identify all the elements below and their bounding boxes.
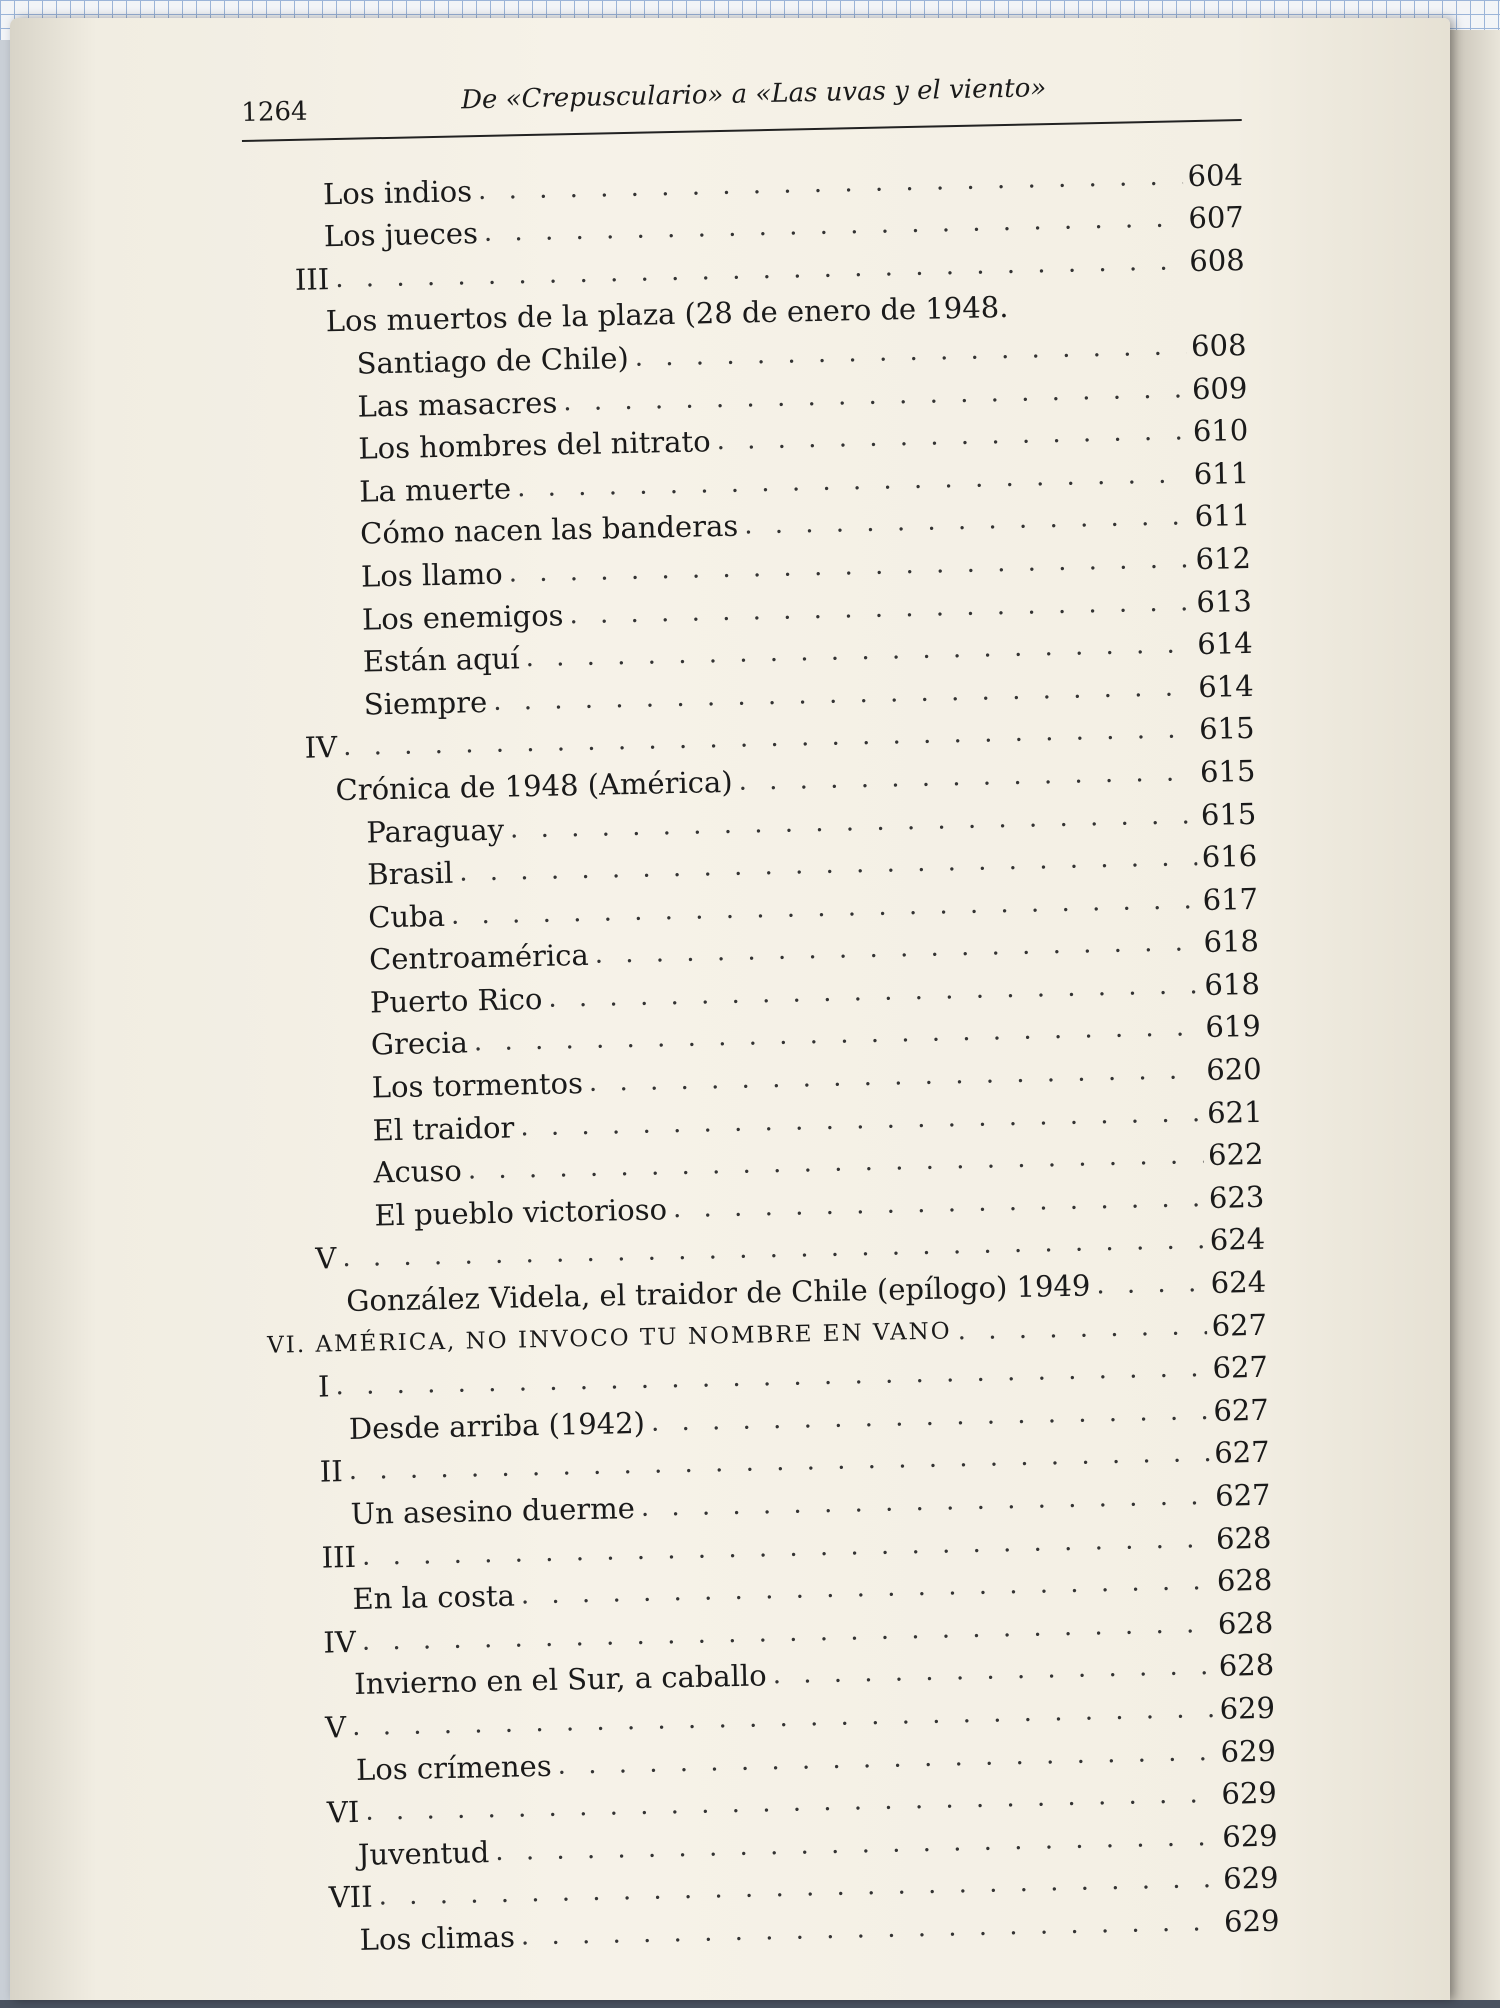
- toc-entry-page: 615: [1200, 796, 1257, 832]
- page-number: 1264: [241, 96, 308, 128]
- toc-entry-title: Cómo nacen las banderas: [359, 509, 739, 551]
- toc-entry-page: 615: [1199, 753, 1256, 789]
- toc-entry-title: Puerto Rico: [369, 981, 543, 1020]
- toc-entry-title: Siempre: [363, 684, 488, 722]
- toc-entry-page: 621: [1206, 1094, 1263, 1130]
- toc-entry-title: Cuba: [367, 898, 446, 935]
- toc-entry-title: VI. AMÉRICA, NO INVOCO TU NOMBRE EN VANO: [266, 1318, 952, 1359]
- toc-entry-page: 627: [1213, 1435, 1270, 1471]
- toc-entry-page: 629: [1219, 1690, 1276, 1726]
- toc-entry-page: 619: [1205, 1009, 1262, 1045]
- toc-entry-page: 628: [1216, 1562, 1273, 1599]
- toc-entry-page: 629: [1221, 1818, 1279, 1854]
- toc-entry-title: Crónica de 1948 (América): [335, 764, 733, 808]
- toc-entry-title: VII: [328, 1879, 373, 1915]
- toc-entry-page: 604: [1187, 157, 1244, 193]
- toc-entry-page: 608: [1188, 242, 1246, 278]
- toc-entry-title: Los jueces: [323, 216, 479, 254]
- toc-entry-title: IV: [323, 1624, 357, 1660]
- toc-entry-page: 628: [1217, 1605, 1274, 1641]
- toc-entry-title: Juventud: [357, 1834, 490, 1872]
- toc-entry-title: II: [319, 1454, 344, 1490]
- toc-entry-page: 620: [1205, 1051, 1262, 1088]
- toc-entry-title: Grecia: [370, 1025, 469, 1062]
- toc-entry-page: 611: [1194, 498, 1251, 534]
- toc-entry-title: Desde arriba (1942): [348, 1405, 646, 1446]
- toc-entry-page: 628: [1218, 1648, 1275, 1684]
- toc-entry-title: Las masacres: [357, 384, 558, 424]
- toc-entry-page: 627: [1212, 1349, 1269, 1386]
- toc-entry-page: 618: [1204, 966, 1261, 1002]
- toc-entry-title: El traidor: [372, 1110, 515, 1148]
- toc-entry-title: V: [324, 1710, 347, 1745]
- toc-entry-title: Los llamo: [360, 556, 504, 594]
- toc-entry-page: 615: [1198, 711, 1255, 747]
- toc-entry-page: 629: [1223, 1903, 1280, 1939]
- toc-entry-title: Los enemigos: [361, 597, 564, 637]
- toc-entry-title: Acuso: [373, 1153, 463, 1190]
- toc-entry-page: 627: [1214, 1477, 1271, 1513]
- toc-entry-page: 618: [1203, 924, 1260, 960]
- toc-entry-page: 610: [1192, 413, 1249, 449]
- toc-entry-page: 611: [1193, 455, 1250, 491]
- toc-entry-title: El pueblo victorioso: [374, 1192, 668, 1233]
- toc-entry-title: I: [317, 1369, 330, 1404]
- toc-entry-title: Los hombres del nitrato: [358, 424, 711, 466]
- toc-entry-page: 614: [1197, 668, 1254, 704]
- page-header: [241, 69, 1242, 142]
- page-content: [240, 27, 1301, 2008]
- toc-entry-page: 622: [1207, 1137, 1264, 1173]
- toc-entry-page: 629: [1222, 1860, 1279, 1897]
- toc-entry-title: Santiago de Chile): [356, 340, 630, 381]
- toc-entry-page: 627: [1211, 1307, 1268, 1343]
- toc-entry-title: La muerte: [358, 471, 512, 509]
- toc-entry-page: 624: [1210, 1264, 1267, 1300]
- toc-entry-page: 623: [1208, 1179, 1265, 1215]
- toc-entry-title: Los climas: [359, 1919, 516, 1957]
- toc-entry-page: 617: [1202, 881, 1259, 917]
- toc-entry-title: III: [321, 1539, 357, 1575]
- toc-entry-title: Brasil: [366, 855, 454, 892]
- toc-entry-page: 609: [1191, 370, 1248, 406]
- toc-entry-title: VI: [326, 1795, 360, 1830]
- toc-entry-title: González Videla, el traidor de Chile (epílogo) 1949: [345, 1268, 1091, 1319]
- toc-entry-title: Los tormentos: [371, 1066, 584, 1105]
- toc-entry-page: 613: [1196, 583, 1253, 619]
- toc-entry-title: Un asesino duerme: [350, 1491, 636, 1531]
- toc-entry-page: 629: [1220, 1733, 1277, 1769]
- toc-entry-page: 614: [1196, 626, 1254, 662]
- toc-entry-title: III: [294, 261, 330, 297]
- toc-entry-page: 616: [1201, 838, 1258, 875]
- toc-entry-title: IV: [304, 730, 338, 766]
- toc-entry-title: Los indios: [322, 173, 473, 211]
- toc-entry-title: Los muertos de la plaza (28 de enero de 1948.: [325, 290, 1009, 339]
- toc-entry-page: 627: [1213, 1392, 1270, 1428]
- toc-entry-page: 607: [1188, 200, 1245, 236]
- toc-entry-page: 628: [1215, 1520, 1272, 1556]
- book-page: [10, 18, 1450, 2000]
- running-title: De «Crepusculario» a «Las uvas y el viento»: [460, 73, 1047, 116]
- toc-entry-page: 624: [1209, 1222, 1266, 1258]
- toc-entry-page: 629: [1221, 1775, 1278, 1811]
- adjacent-page: [1450, 30, 1500, 2000]
- toc-entry-page: 612: [1195, 540, 1252, 577]
- dot-leader: [1096, 1266, 1206, 1302]
- toc-entry-title: Paraguay: [366, 812, 505, 850]
- table-of-contents: [243, 149, 1280, 1958]
- toc-entry-page: 608: [1190, 327, 1247, 364]
- toc-entry-title: Los crímenes: [355, 1748, 552, 1787]
- dot-leader: [957, 1309, 1207, 1348]
- toc-entry-title: V: [315, 1241, 337, 1277]
- dot-leader: [521, 1905, 1220, 1954]
- toc-entry-title: Están aquí: [362, 641, 520, 679]
- toc-entry-title: Centroamérica: [368, 938, 590, 977]
- toc-entry-title: Invierno en el Sur, a caballo: [353, 1658, 768, 1702]
- toc-entry-title: En la costa: [352, 1578, 516, 1617]
